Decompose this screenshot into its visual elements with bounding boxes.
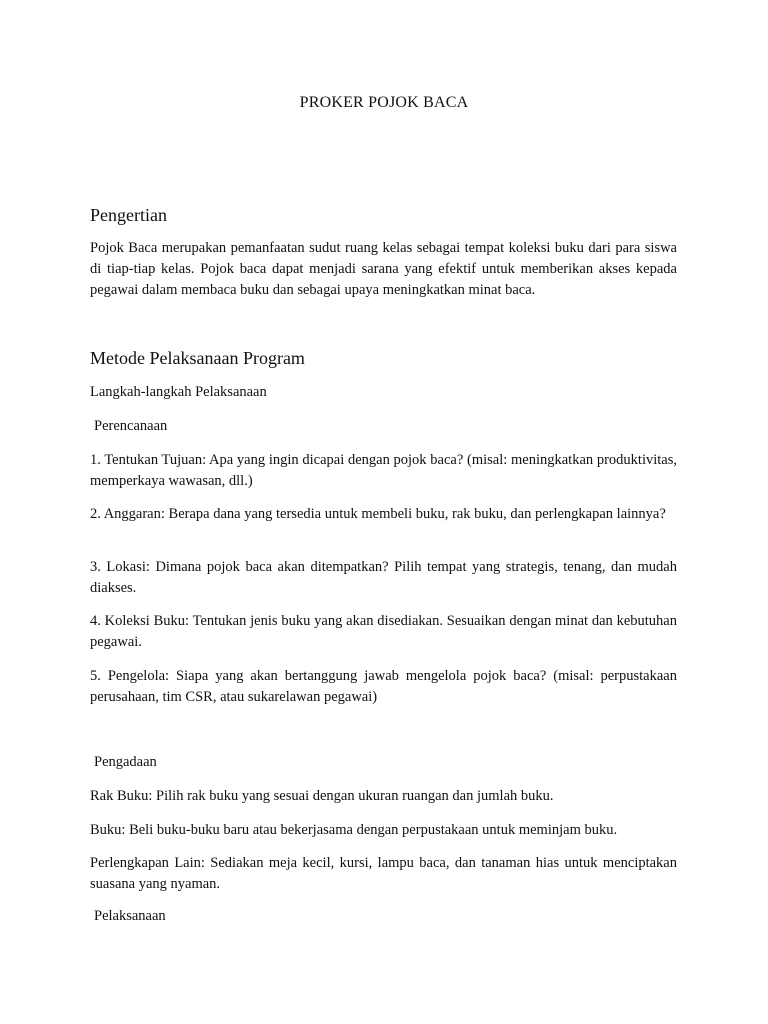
subheading-langkah: Langkah-langkah Pelaksanaan [90,384,267,400]
label-pengadaan: Pengadaan [94,754,157,770]
paragraph-pengertian: Pojok Baca merupakan pemanfaatan sudut ruang kelas sebagai tempat koleksi buku dari para siswa di tiap-tiap kelas. Pojok baca dapat menjadi sarana yang efektif untuk memberikan akses kepada pegawai dalam membaca buku dan sebagai upaya meningkatkan minat baca. [90,240,677,298]
label-perencanaan: Perencanaan [94,418,168,434]
section-heading-metode: Metode Pelaksanaan Program [90,348,305,368]
list-item: 5. Pengelola: Siapa yang akan bertanggung jawab mengelola pojok baca? (misal: perpustakaan perusahaan, tim CSR, atau sukarelawan pegawai) [90,668,677,705]
list-item: 4. Koleksi Buku: Tentukan jenis buku yang akan disediakan. Sesuaikan dengan minat dan kebutuhan pegawai. [90,613,677,650]
list-item: Perlengkapan Lain: Sediakan meja kecil, kursi, lampu baca, dan tanaman hias untuk menciptakan suasana yang nyaman. [90,855,677,892]
document-title: PROKER POJOK BACA [299,94,469,111]
list-item: Rak Buku: Pilih rak buku yang sesuai dengan ukuran ruangan dan jumlah buku. [90,788,554,804]
section-heading-pengertian: Pengertian [90,205,167,225]
list-item: 1. Tentukan Tujuan: Apa yang ingin dicapai dengan pojok baca? (misal: meningkatkan produktivitas, memperkaya wawasan, dll.) [90,452,677,489]
label-pelaksanaan: Pelaksanaan [94,908,166,924]
list-item: 2. Anggaran: Berapa dana yang tersedia untuk membeli buku, rak buku, dan perlengkapan lainnya? [90,506,666,522]
list-item: Buku: Beli buku-buku baru atau bekerjasama dengan perpustakaan untuk meminjam buku. [90,822,618,838]
list-item: 3. Lokasi: Dimana pojok baca akan ditempatkan? Pilih tempat yang strategis, tenang, dan mudah diakses. [90,559,677,596]
